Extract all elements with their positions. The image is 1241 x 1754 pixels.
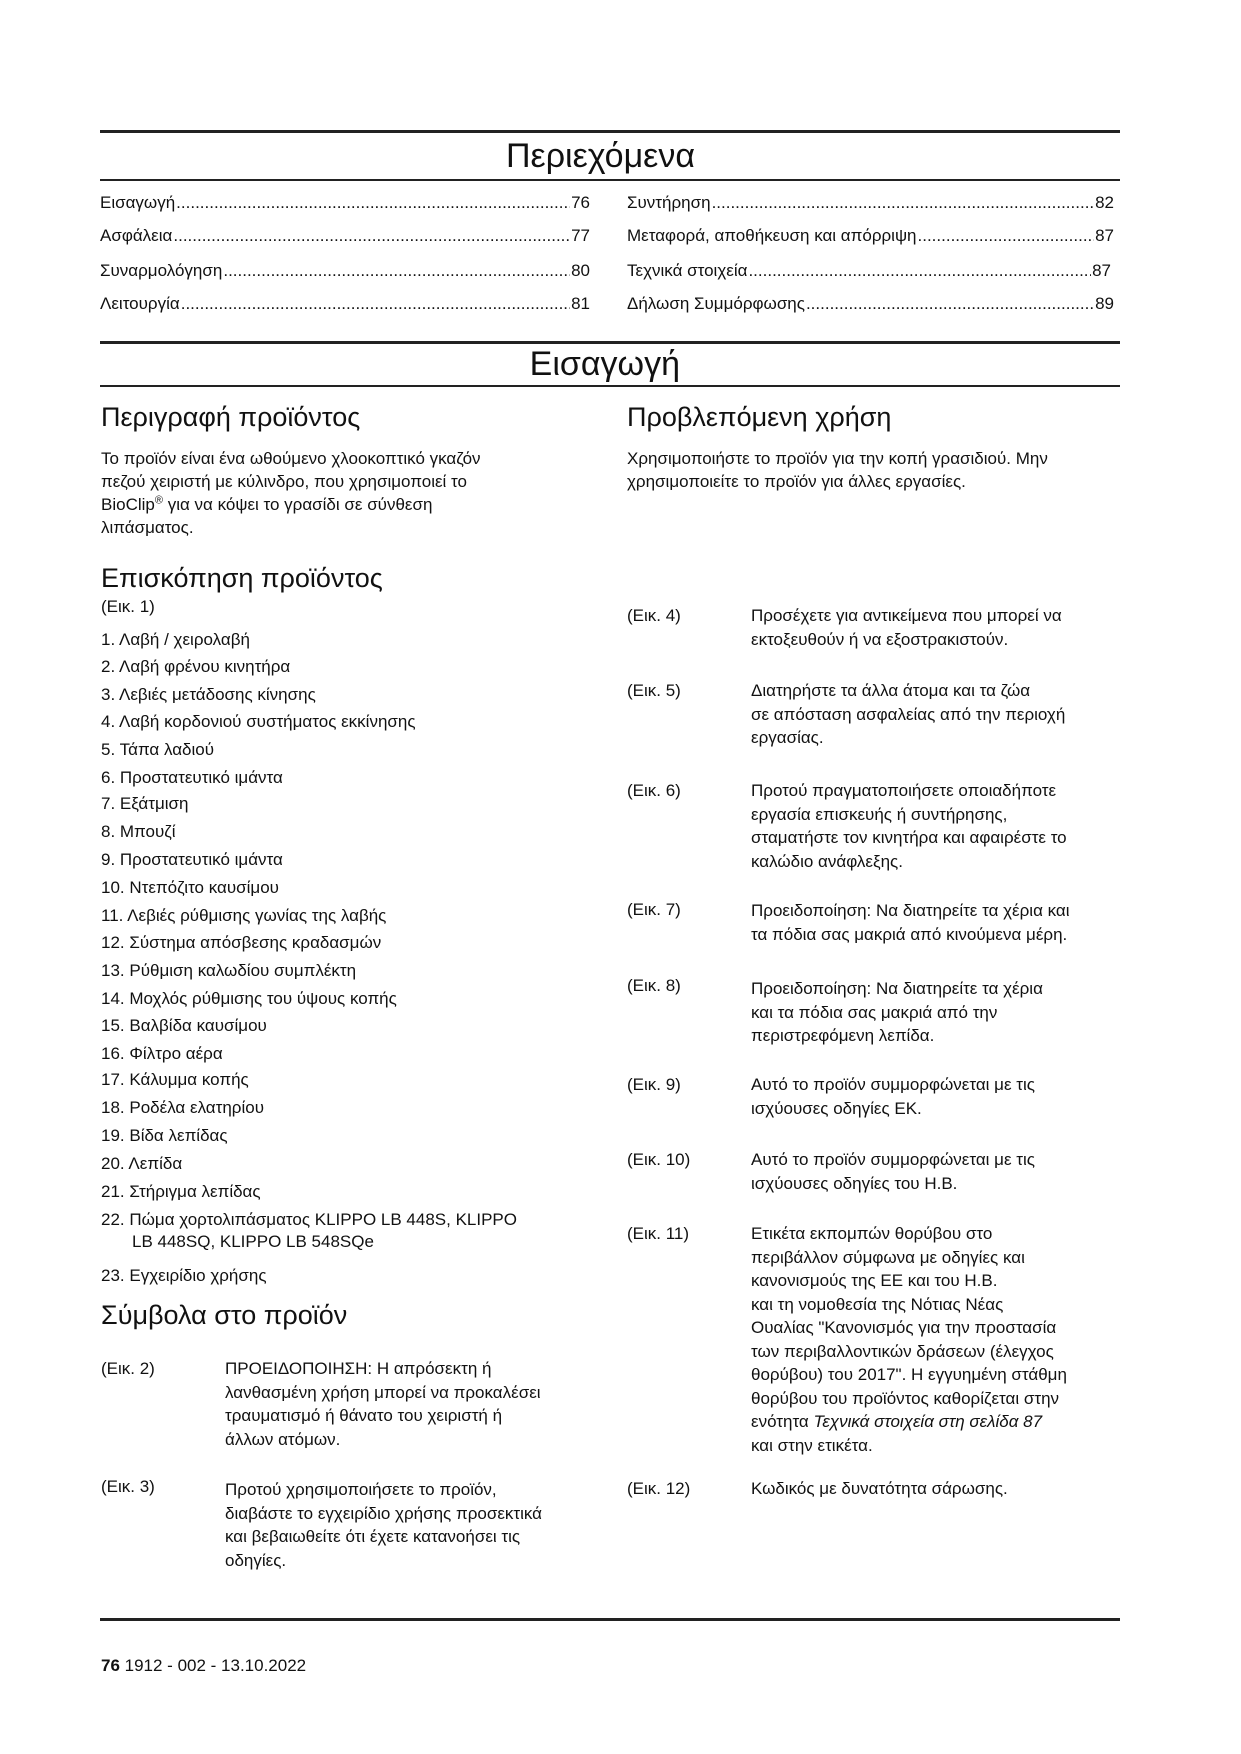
list-item: 21. Στήριγμα λεπίδας xyxy=(101,1182,261,1201)
list-item: 19. Βίδα λεπίδας xyxy=(101,1126,228,1145)
page-footer xyxy=(101,1656,306,1676)
list-item: 20. Λεπίδα xyxy=(101,1154,183,1173)
symbol-ref: (Εικ. 6) xyxy=(627,781,681,800)
list-item: 7. Εξάτμιση xyxy=(101,794,189,813)
list-item: 15. Βαλβίδα καυσίμου xyxy=(101,1016,267,1035)
list-item: 23. Εγχειρίδιο χρήσης xyxy=(101,1266,267,1285)
toc-entry[interactable]: Ασφάλεια ..... 77 xyxy=(100,226,590,248)
toc-entry[interactable]: Εισαγωγή ..... 76 xyxy=(100,193,590,215)
list-item: 10. Ντεπόζιτο καυσίμου xyxy=(101,878,279,897)
symbol-description: ΠΡΟΕΙΔΟΠΟΙΗΣΗ: Η απρόσεκτη ή λανθασμένη χρήση μπορεί να προκαλέσει τραυματισμό ή θάνατο του χειριστή ή άλλων ατόμων. xyxy=(225,1359,541,1449)
symbol-description: Προτού πραγματοποιήσετε οποιαδήποτε εργασία επισκευής ή συντήρησης, σταματήστε τον κινητήρα και αφαιρέστε το καλώδιο ανάφλεξης. xyxy=(751,781,1067,871)
toc-entry[interactable]: Μεταφορά, αποθήκευση και απόρριψη ..... 87 xyxy=(627,226,1114,248)
symbol-description: Προειδοποίηση: Να διατηρείτε τα χέρια και τα πόδια σας μακριά από κινούμενα μέρη. xyxy=(751,901,1070,944)
symbol-ref: (Εικ. 7) xyxy=(627,900,681,919)
symbol-description: Διατηρήστε τα άλλα άτομα και τα ζώα σε απόσταση ασφαλείας από την περιοχή εργασίας. xyxy=(751,681,1066,747)
toc-entry[interactable]: Τεχνικά στοιχεία ..... 87 xyxy=(627,261,1111,283)
toc-title-rule xyxy=(100,179,1120,181)
symbol-description: Ετικέτα εκπομπών θορύβου στο περιβάλλον σύμφωνα με οδηγίες και κανονισμούς της ΕΕ και του Η.Β. και τη νομοθεσία της Νότιας Νέας Ουαλίας "Κανονισμός για την προστασία των περιβαλλοντικών δράσεων (έλεγχος θορύβου) του 2017". Η εγγυημένη στάθμη θορύβου του προϊόντος καθορίζεται στην ενότητα Τεχνικά στοιχεία στη σελίδα 87 και στην ετικέτα. xyxy=(751,1224,1067,1455)
list-item: 5. Τάπα λαδιού xyxy=(101,740,215,759)
list-item: 6. Προστατευτικό ιμάντα xyxy=(101,768,283,787)
doc-info: 1912 - 002 - 13.10.2022 xyxy=(119,1656,307,1675)
list-item: 4. Λαβή κορδονιού συστήματος εκκίνησης xyxy=(101,712,416,731)
symbol-description: Κωδικός με δυνατότητα σάρωσης. xyxy=(751,1479,1008,1498)
symbol-description: Προτού χρησιμοποιήσετε το προϊόν, διαβάστε το εγχειρίδιο χρήσης προσεκτικά και βεβαιωθείτε ότι έχετε κατανοήσει τις οδηγίες. xyxy=(225,1480,543,1570)
page-number: 76 xyxy=(101,1656,120,1675)
footer-rule xyxy=(100,1618,1120,1621)
symbol-ref: (Εικ. 11) xyxy=(627,1224,690,1243)
symbol-ref: (Εικ. 8) xyxy=(627,976,681,995)
list-item: 8. Μπουζί xyxy=(101,822,176,841)
list-item: 9. Προστατευτικό ιμάντα xyxy=(101,850,283,869)
list-item: 1. Λαβή / χειρολαβή xyxy=(101,630,250,649)
list-item: 2. Λαβή φρένου κινητήρα xyxy=(101,657,291,676)
intended-use-text: Χρησιμοποιήστε το προϊόν για την κοπή γρασιδιού. Μην χρησιμοποιείτε το προϊόν για άλλες εργασίες. xyxy=(627,449,1048,491)
spec-page-link[interactable]: Τεχνικά στοιχεία στη σελίδα 87 xyxy=(813,1412,1043,1431)
symbol-ref: (Εικ. 9) xyxy=(627,1075,681,1094)
symbol-description: Προσέχετε για αντικείμενα που μπορεί να εκτοξευθούν ή να εξοστρακιστούν. xyxy=(751,606,1062,649)
list-item: 13. Ρύθμιση καλωδίου συμπλέκτη xyxy=(101,961,357,980)
symbol-ref: (Εικ. 10) xyxy=(627,1150,691,1169)
toc-entry[interactable]: Συναρμολόγηση ..... 80 xyxy=(100,261,590,283)
symbol-ref: (Εικ. 12) xyxy=(627,1479,691,1498)
list-item: 22. Πώμα χορτολιπάσματος KLIPPO LB 448S, KLIPPO xyxy=(101,1210,517,1229)
symbol-ref: (Εικ. 4) xyxy=(627,606,681,625)
list-item: 3. Λεβιές μετάδοσης κίνησης xyxy=(101,685,316,704)
symbol-description: Αυτό το προϊόν συμμορφώνεται με τις ισχύουσες οδηγίες ΕΚ. xyxy=(751,1075,1035,1118)
symbol-description: Αυτό το προϊόν συμμορφώνεται με τις ισχύουσες οδηγίες του Η.Β. xyxy=(751,1150,1035,1193)
symbol-ref: (Εικ. 3) xyxy=(101,1477,155,1496)
symbol-ref: (Εικ. 2) xyxy=(101,1359,155,1378)
top-rule xyxy=(100,130,1120,133)
list-item-continued: LB 448SQ, KLIPPO LB 548SQe xyxy=(132,1232,374,1251)
list-item: 14. Μοχλός ρύθμισης του ύψους κοπής xyxy=(101,989,397,1008)
symbol-description: Προειδοποίηση: Να διατηρείτε τα χέρια και τα πόδια σας μακριά από την περιστρεφόμενη λεπίδα. xyxy=(751,979,1043,1045)
list-item: 12. Σύστημα απόσβεσης κραδασμών xyxy=(101,933,382,952)
overview-heading: Επισκόπηση προϊόντος xyxy=(101,563,383,593)
toc-entry[interactable]: Λειτουργία ..... 81 xyxy=(100,294,590,316)
list-item: 11. Λεβιές ρύθμισης γωνίας της λαβής xyxy=(101,906,387,925)
list-item: 16. Φίλτρο αέρα xyxy=(101,1044,223,1063)
description-text: Το προϊόν είναι ένα ωθούμενο χλοοκοπτικό γκαζόν πεζού χειριστή με κύλινδρο, που χρησιμοποιεί το BioClip® για να κόψει το γρασίδι σε σύνθεση λιπάσματος. xyxy=(101,449,481,537)
symbol-ref: (Εικ. 5) xyxy=(627,681,681,700)
description-heading: Περιγραφή προϊόντος xyxy=(101,402,361,432)
symbols-heading: Σύμβολα στο προϊόν xyxy=(101,1300,348,1330)
toc-title: Περιεχόμενα xyxy=(505,137,695,175)
toc-entry[interactable]: Συντήρηση ..... 82 xyxy=(627,193,1114,215)
overview-figure-ref: (Εικ. 1) xyxy=(101,597,155,616)
intro-title: Εισαγωγή xyxy=(529,345,680,383)
intro-top-rule xyxy=(100,341,1120,344)
intro-title-rule xyxy=(100,385,1120,387)
list-item: 18. Ροδέλα ελατηρίου xyxy=(101,1098,265,1117)
list-item: 17. Κάλυμμα κοπής xyxy=(101,1070,249,1089)
toc-entry[interactable]: Δήλωση Συμμόρφωσης ..... 89 xyxy=(627,294,1114,316)
intended-use-heading: Προβλεπόμενη χρήση xyxy=(627,402,892,432)
